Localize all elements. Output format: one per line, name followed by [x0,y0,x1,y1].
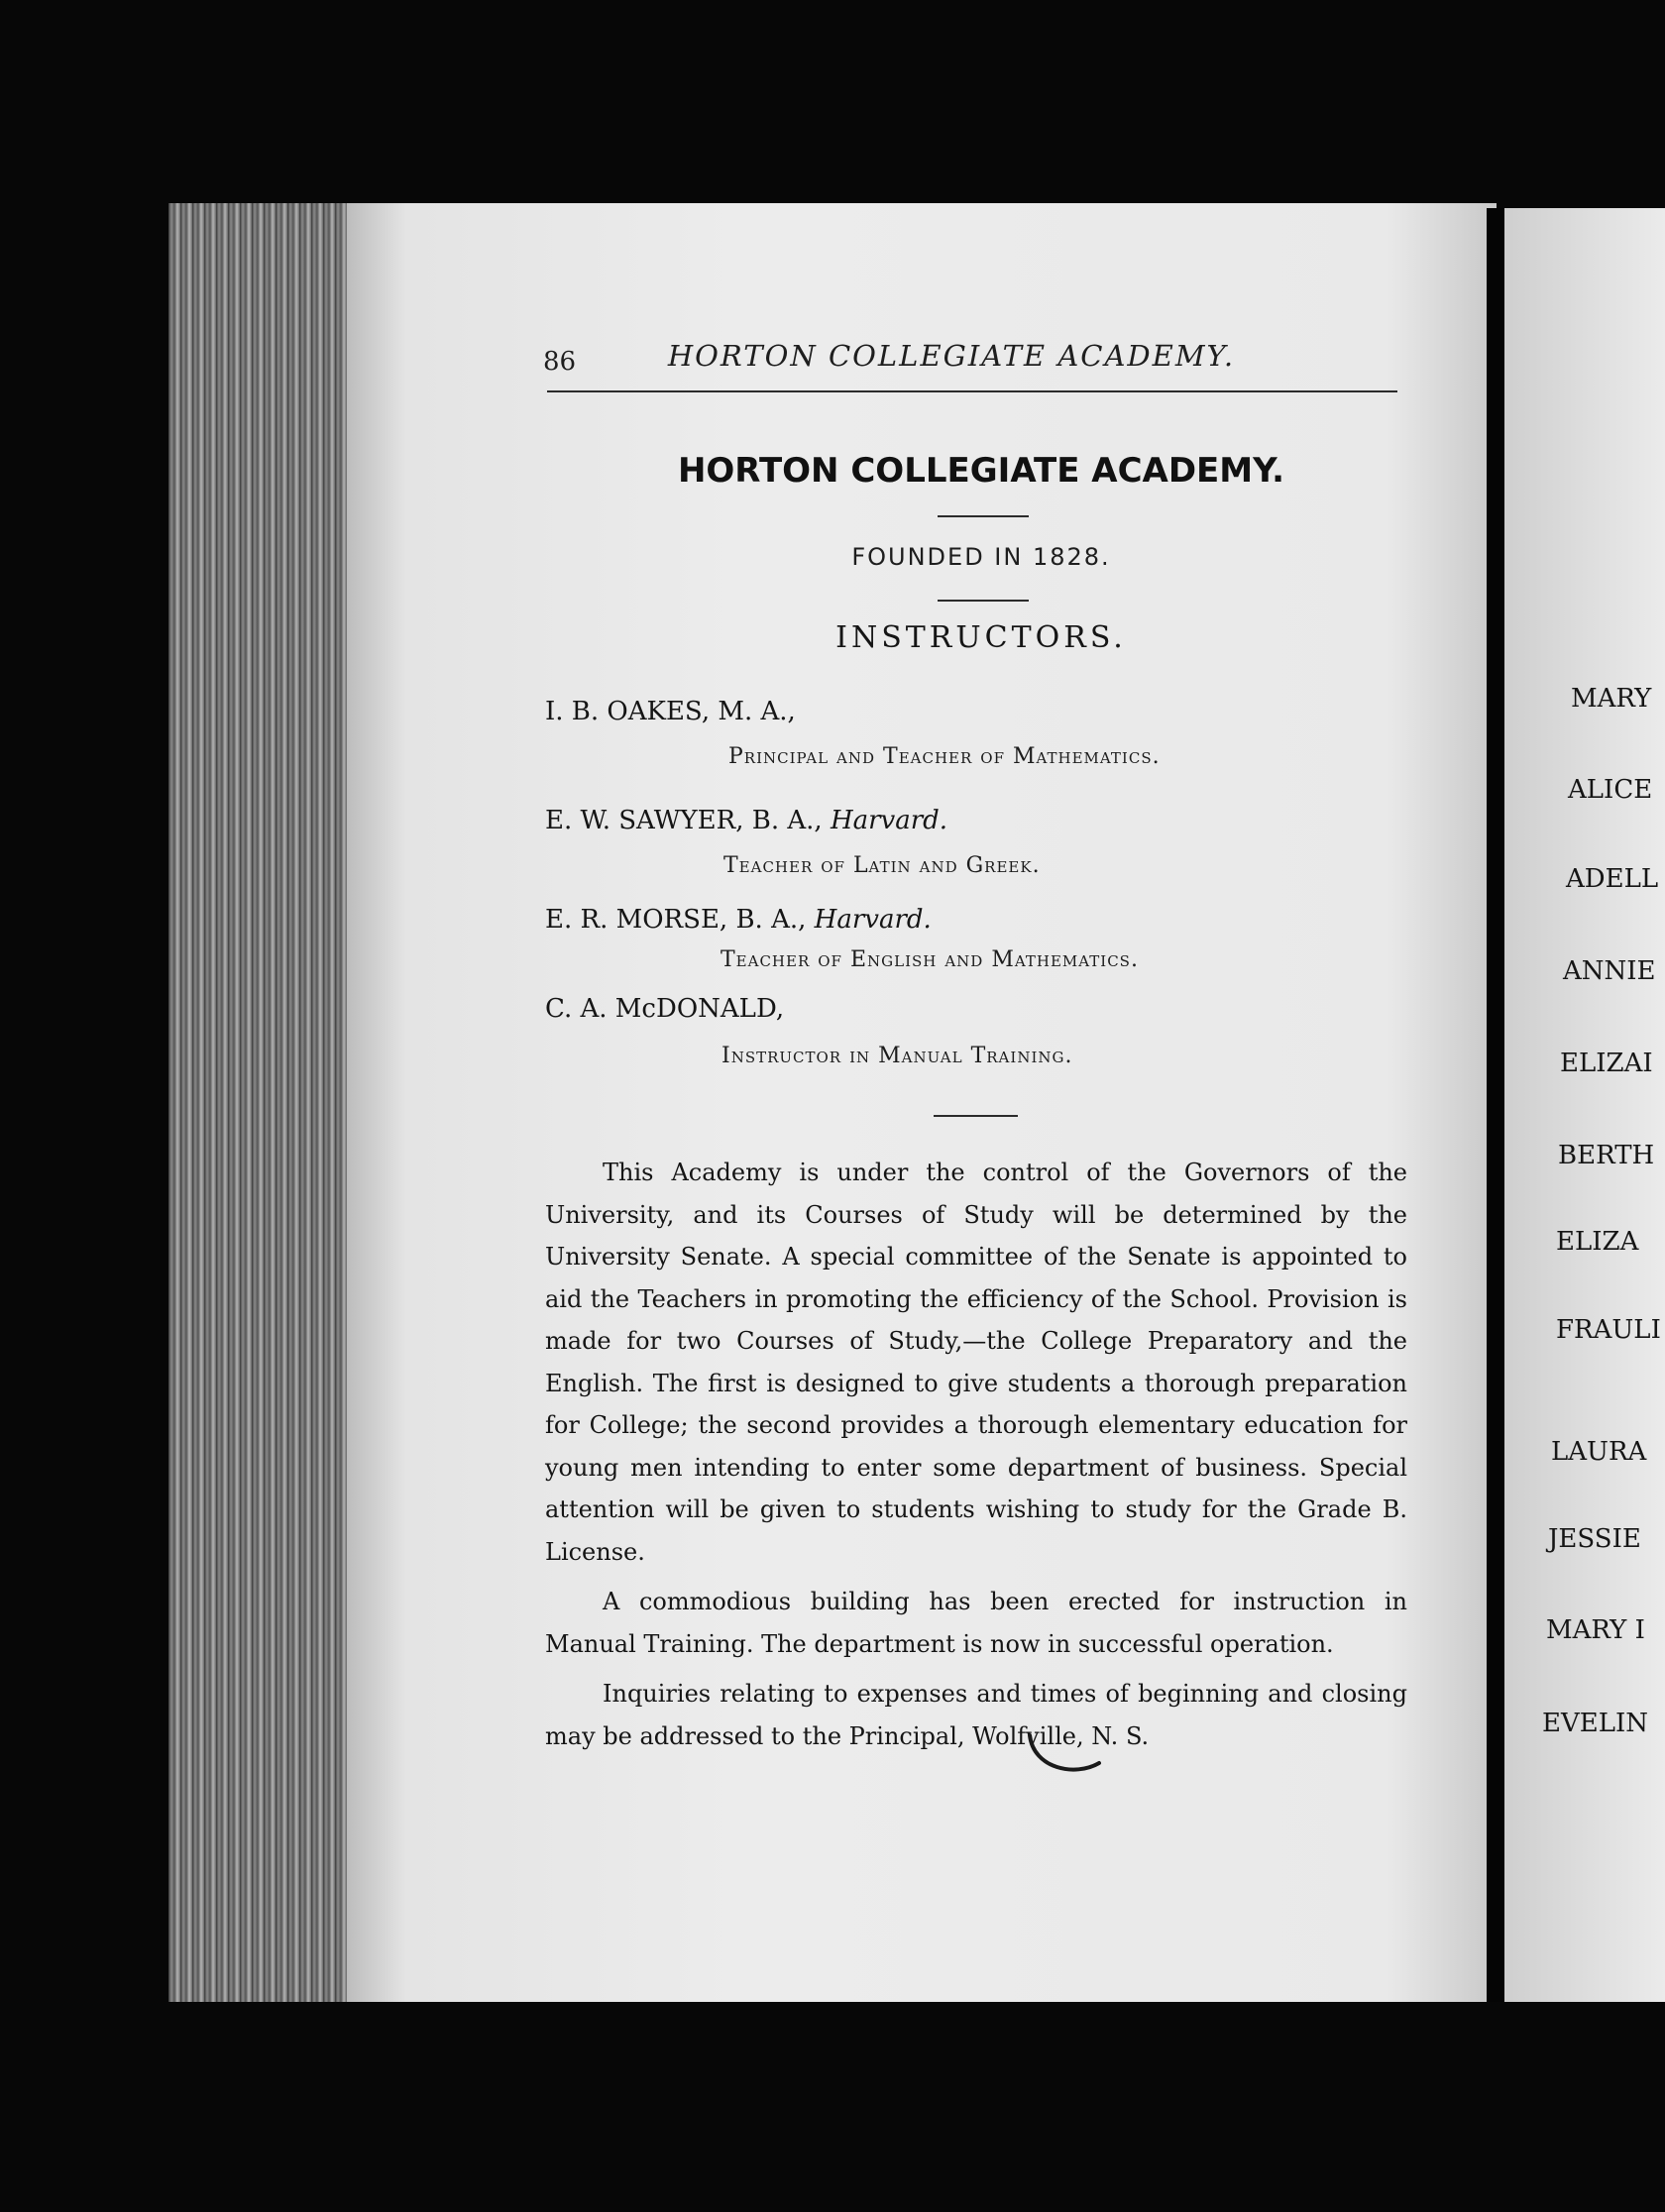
founded-rule [938,600,1029,602]
paragraph: This Academy is under the control of the Governors of the University, and its Courses of Study will be determined by the University Senate. A special committee of the Senate is appointed to aid the Teachers in promoting the efficiency of the School. Provision is made for two Courses of Study,—the College Preparatory and the English. The first is designed to give students a thorough preparation for College; the second provides a thorough elementary education for young men intending to enter some department of business. Special attention will be given to students wishing to study for the Grade B. License. [545,1159,1407,1566]
instructor-role: Instructor in Manual Training. [722,1044,1073,1068]
facing-name: FRAULI [1556,1315,1661,1345]
facing-name: ELIZAI [1560,1049,1653,1078]
instructor-school: Harvard. [830,806,948,835]
facing-name: BERTH [1558,1141,1655,1170]
page-number: 86 [543,347,577,377]
facing-name: ANNIE [1563,956,1656,986]
section-rule [934,1115,1018,1117]
instructor-role: Teacher of Latin and Greek. [723,853,1041,878]
facing-name: MARY [1571,684,1652,714]
pencil-mark [1026,1729,1103,1779]
paragraph: A commodious building has been erected for instruction in Manual Training. The department is now in successful operation. [545,1588,1407,1658]
founded-line: FOUNDED IN 1828. [851,543,1111,571]
facing-name: EVELIN [1542,1709,1649,1738]
facing-name: LAURA [1551,1437,1647,1467]
title-rule [938,515,1029,517]
header-rule [547,390,1397,392]
page-title: HORTON COLLEGIATE ACADEMY. [677,451,1285,491]
book-gutter [1487,208,1504,2002]
instructor-name: E. R. MORSE, B. A., Harvard. [545,905,932,935]
book-page-edges [168,203,367,2002]
body-text [545,1152,1407,1765]
paragraph: Inquiries relating to expenses and times of beginning and closing may be addressed to the Principal, Wolfville, N. S. [545,1680,1407,1750]
facing-name: ALICE [1568,775,1653,805]
facing-name: JESSIE [1548,1524,1641,1554]
instructor-name: E. W. SAWYER, B. A., Harvard. [545,806,948,835]
facing-name: ELIZA [1556,1227,1639,1257]
instructor-role: Principal and Teacher of Mathematics. [728,744,1161,769]
instructor-name: C. A. McDONALD, [545,994,785,1024]
facing-name: MARY I [1546,1615,1645,1645]
instructor-role: Teacher of English and Mathematics. [721,947,1139,972]
facing-name: ADELL [1566,864,1659,894]
instructor-name: I. B. OAKES, M. A., [545,697,796,726]
instructors-heading: INSTRUCTORS. [835,620,1127,655]
running-head: HORTON COLLEGIATE ACADEMY. [667,339,1236,373]
instructor-school: Harvard. [814,905,932,935]
